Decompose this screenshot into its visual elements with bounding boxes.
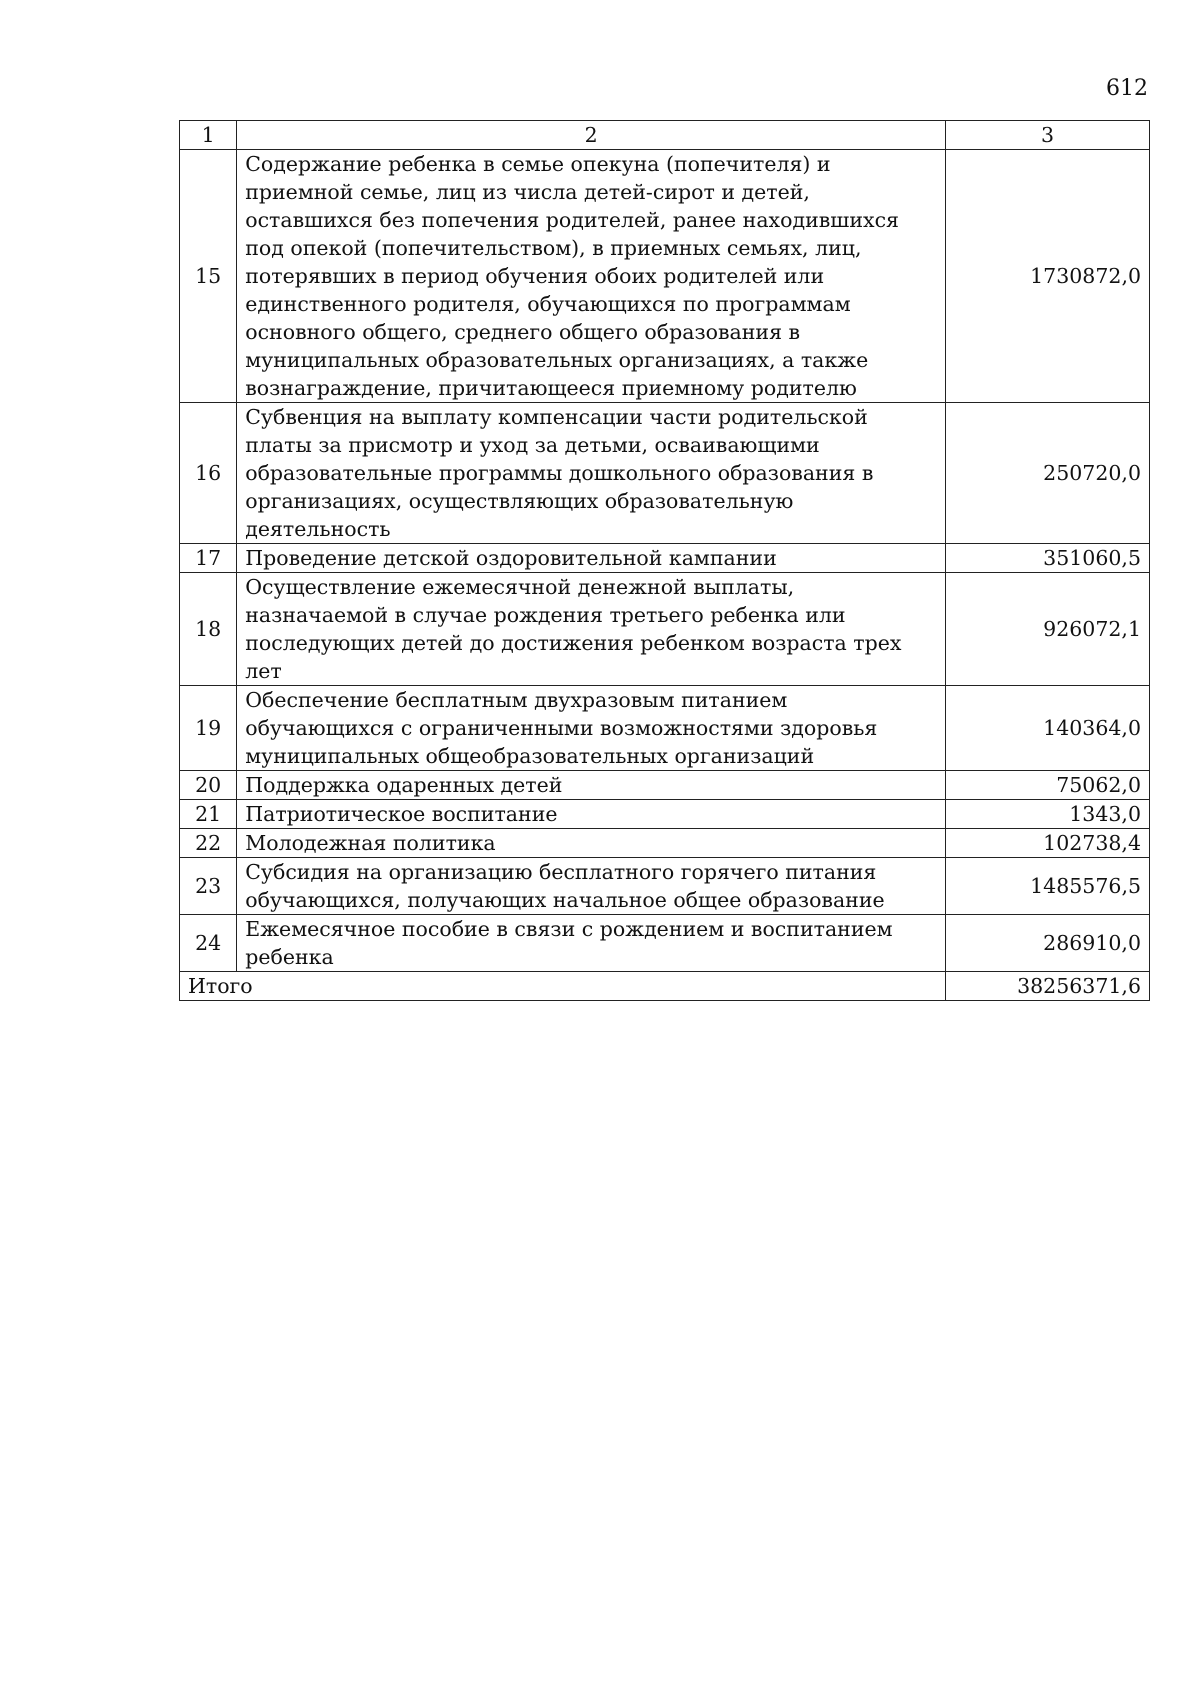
row-value: 75062,0 [946,771,1150,800]
row-description: Обеспечение бесплатным двухразовым питанием обучающихся с ограниченными возможностями здоровья муниципальных общеобразовательных организаций [237,686,946,771]
row-value: 140364,0 [946,686,1150,771]
row-number: 22 [180,829,237,858]
total-label: Итого [180,972,946,1001]
row-value: 1485576,5 [946,858,1150,915]
table-row [180,544,1150,573]
row-description: Поддержка одаренных детей [237,771,946,800]
row-number: 21 [180,800,237,829]
table-row [180,150,1150,403]
row-value: 351060,5 [946,544,1150,573]
row-number: 18 [180,573,237,686]
table-row [180,829,1150,858]
row-value: 250720,0 [946,403,1150,544]
header-col-1: 1 [180,121,237,150]
table-row [180,800,1150,829]
row-description: Субсидия на организацию бесплатного горячего питания обучающихся, получающих начальное общее образование [237,858,946,915]
row-value: 926072,1 [946,573,1150,686]
row-number: 20 [180,771,237,800]
total-value: 38256371,6 [946,972,1150,1001]
table-row [180,858,1150,915]
table-row [180,403,1150,544]
row-description: Проведение детской оздоровительной кампании [237,544,946,573]
row-value: 1343,0 [946,800,1150,829]
table-total-row [180,972,1150,1001]
row-value: 1730872,0 [946,150,1150,403]
row-description: Молодежная политика [237,829,946,858]
row-number: 17 [180,544,237,573]
row-description: Субвенция на выплату компенсации части родительской платы за присмотр и уход за детьми, осваивающими образовательные программы дошкольного образования в организациях, осуществляющих образовательную деятельность [237,403,946,544]
table-row [180,573,1150,686]
table-row [180,686,1150,771]
row-description: Ежемесячное пособие в связи с рождением и воспитанием ребенка [237,915,946,972]
header-col-3: 3 [946,121,1150,150]
row-description: Содержание ребенка в семье опекуна (попечителя) и приемной семье, лиц из числа детей-сирот и детей, оставшихся без попечения родителей, ранее находившихся под опекой (попечительством), в приемных семьях, лиц, потерявших в период обучения обоих родителей или единственного родителя, обучающихся по программам основного общего, среднего общего образования в муниципальных образовательных организациях, а также вознаграждение, причитающееся приемному родителю [237,150,946,403]
row-number: 24 [180,915,237,972]
row-number: 19 [180,686,237,771]
row-number: 16 [180,403,237,544]
row-value: 102738,4 [946,829,1150,858]
table-header-row [180,121,1150,150]
row-value: 286910,0 [946,915,1150,972]
table-row [180,771,1150,800]
row-description: Осуществление ежемесячной денежной выплаты, назначаемой в случае рождения третьего ребенка или последующих детей до достижения ребенком возраста трех лет [237,573,946,686]
table-row [180,915,1150,972]
row-number: 23 [180,858,237,915]
row-number: 15 [180,150,237,403]
row-description: Патриотическое воспитание [237,800,946,829]
header-col-2: 2 [237,121,946,150]
budget-table [179,120,1150,1001]
page-number: 612 [1106,76,1148,101]
